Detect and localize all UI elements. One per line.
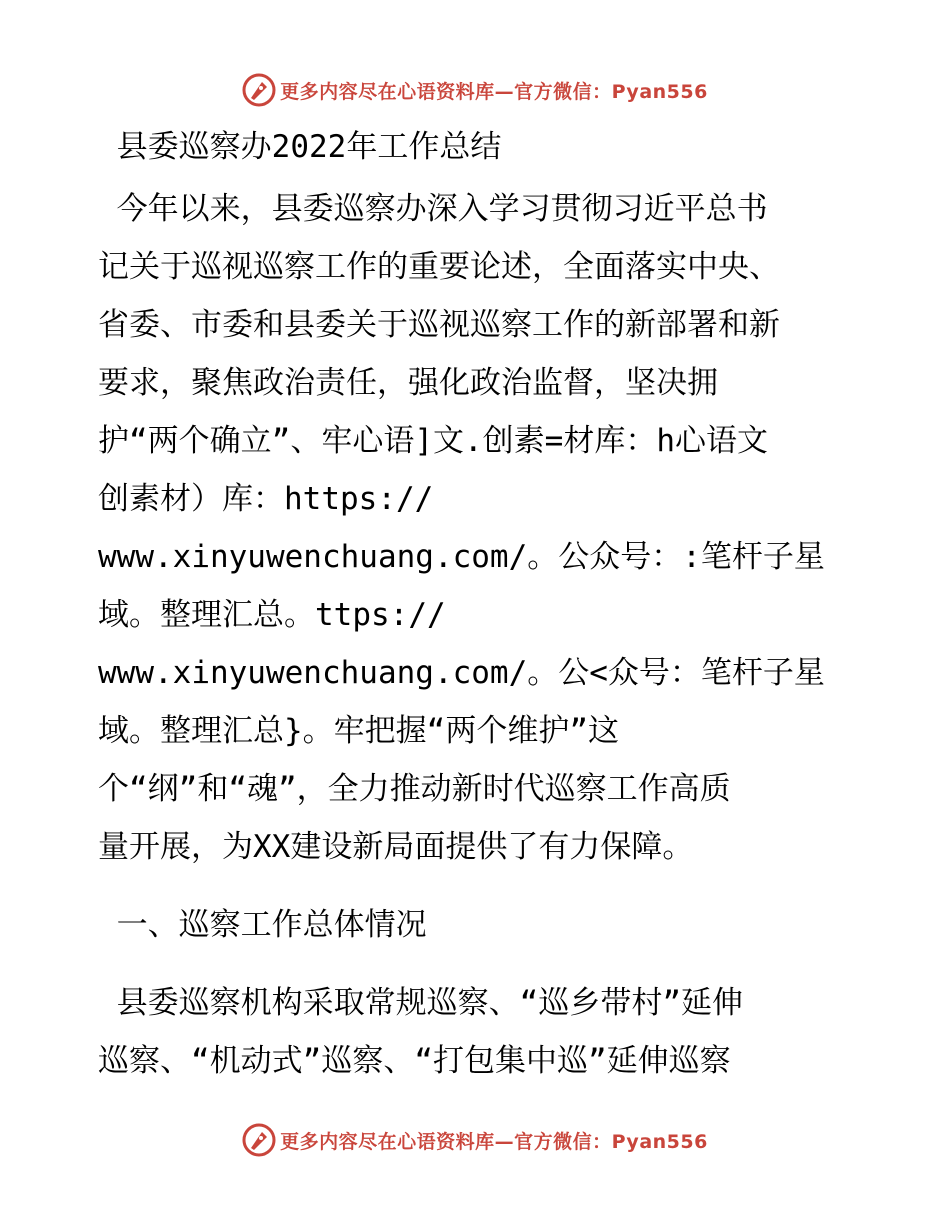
section-heading: 一、巡察工作总体情况 <box>98 907 427 943</box>
text-line: www.xinyuwenchuang.com/。公众号：:笔杆子星 <box>98 539 825 575</box>
text-line: 量开展，为XX建设新局面提供了有力保障。 <box>98 829 694 865</box>
text-line: 护“两个确立”、牢心语]文.创素=材库：h心语文 <box>98 423 768 459</box>
text-line: 巡察、“机动式”巡察、“打包集中巡”延伸巡察 <box>98 1043 731 1079</box>
text-line: 记关于巡视巡察工作的重要论述，全面落实中央、 <box>98 249 780 285</box>
paragraph-2 <box>98 974 898 1090</box>
text-line: 县委巡察机构采取常规巡察、“巡乡带村”延伸 <box>98 985 743 1021</box>
banner-text: 更多内容尽在心语资料库—官方微信：Pyan556 <box>280 80 708 103</box>
text-line: 域。整理汇总}。牢把握“两个维护”这 <box>98 713 619 749</box>
text-line: 要求，聚焦政治责任，强化政治监督，坚决拥 <box>98 365 718 401</box>
text-line: 省委、市委和县委关于巡视巡察工作的新部署和新 <box>98 307 780 343</box>
text-line: 个“纲”和“魂”，全力推动新时代巡察工作高质 <box>98 771 731 807</box>
document-body <box>98 118 898 1090</box>
pen-nib-logo-icon <box>242 1123 276 1157</box>
footer-banner <box>0 1120 950 1160</box>
banner-text: 更多内容尽在心语资料库—官方微信：Pyan556 <box>280 1130 708 1153</box>
text-line: www.xinyuwenchuang.com/。公<众号：笔杆子星 <box>98 655 825 691</box>
pen-nib-logo-icon <box>242 73 276 107</box>
text-line: 创素材）库：https:// <box>98 481 434 517</box>
paragraph-1 <box>98 180 898 876</box>
text-line: 今年以来，县委巡察办深入学习贯彻习近平总书 <box>98 191 768 227</box>
text-line: 域。整理汇总。ttps:// <box>98 597 446 633</box>
document-title: 县委巡察办2022年工作总结 <box>98 129 502 165</box>
header-banner <box>0 70 950 110</box>
